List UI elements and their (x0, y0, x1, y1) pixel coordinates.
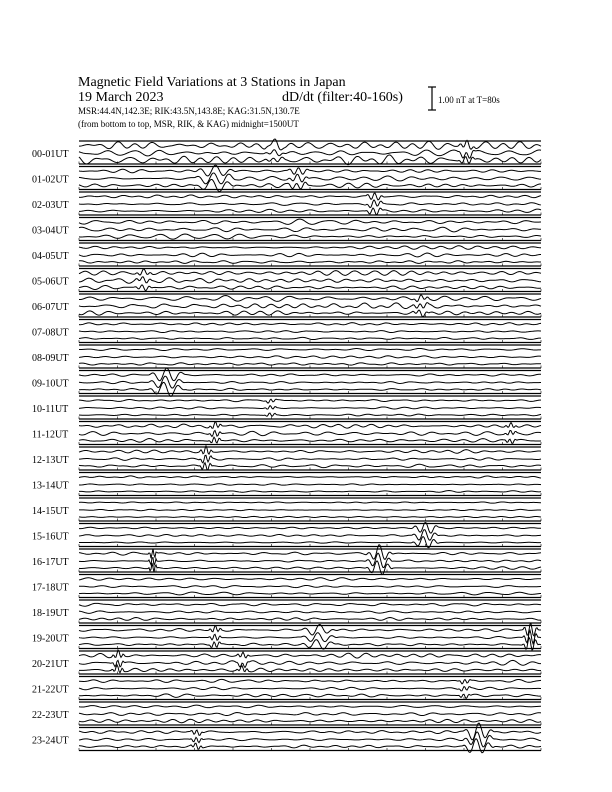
station-trace-KAG (79, 523, 541, 534)
hour-row (32, 498, 541, 521)
station-trace-RIK (79, 553, 541, 567)
station-trace-RIK (79, 406, 541, 410)
station-trace-RIK (79, 455, 541, 463)
station-trace-KAG (79, 219, 541, 224)
hour-row (32, 368, 541, 396)
station-trace-MSR (79, 719, 541, 722)
station-trace-RIK (79, 303, 541, 309)
row-label: 00-01UT (32, 149, 69, 160)
row-label: 20-21UT (32, 659, 69, 670)
station-trace-KAG (79, 476, 541, 478)
station-trace-RIK (79, 173, 541, 184)
station-trace-RIK (79, 253, 541, 257)
hour-row (32, 624, 541, 651)
hour-row (32, 294, 541, 317)
station-trace-RIK (79, 277, 541, 284)
row-label: 18-19UT (32, 608, 69, 619)
station-trace-KAG (79, 323, 541, 325)
hour-row (32, 723, 541, 753)
row-label: 13-14UT (32, 480, 69, 492)
hour-row (32, 218, 541, 241)
station-trace-RIK (79, 430, 541, 436)
hour-row (32, 677, 541, 700)
station-trace-RIK (79, 660, 541, 667)
station-trace-KAG (79, 422, 541, 429)
hour-row (32, 396, 541, 419)
station-trace-RIK (79, 484, 541, 485)
hour-row (32, 446, 541, 470)
chart-quantity: dD/dt (filter:40-160s) (282, 90, 403, 105)
row-label: 09-10UT (32, 378, 69, 390)
station-trace-KAG (79, 603, 541, 606)
hour-row (32, 165, 541, 191)
station-trace-KAG (79, 193, 541, 200)
row-label: 21-22UT (32, 684, 69, 696)
scale-bar (428, 87, 500, 110)
hour-row (32, 320, 541, 343)
row-label: 11-12UT (32, 429, 69, 441)
station-trace-KAG (79, 399, 541, 403)
station-trace-MSR (79, 261, 541, 264)
hour-rows (32, 139, 541, 753)
station-trace-KAG (79, 246, 541, 250)
hour-row (32, 269, 541, 292)
station-trace-MSR (79, 413, 541, 416)
hour-row (32, 575, 541, 598)
station-trace-RIK (79, 200, 541, 208)
row-label: 15-16UT (32, 531, 69, 543)
station-trace-MSR (79, 382, 541, 396)
station-order-note: (from bottom to top, MSR, RIK, & KAG) midnight=1500UT (78, 119, 299, 129)
station-trace-RIK (79, 530, 541, 541)
station-trace-MSR (79, 516, 541, 517)
station-trace-RIK (79, 585, 541, 587)
station-trace-KAG (79, 269, 541, 275)
station-trace-MSR (79, 618, 541, 621)
hour-row (32, 192, 541, 215)
scale-bar-label: 1.00 nT at T=80s (438, 95, 500, 105)
hour-row (32, 139, 541, 165)
hour-row (32, 523, 541, 548)
row-label: 03-04UT (32, 225, 69, 237)
row-label: 05-06UT (32, 276, 69, 288)
row-label: 07-08UT (32, 327, 69, 339)
row-label: 22-23UT (32, 710, 69, 721)
row-label: 17-18UT (32, 582, 69, 594)
row-label: 06-07UT (32, 302, 69, 313)
station-trace-KAG (79, 705, 541, 708)
station-trace-KAG (79, 348, 541, 350)
station-trace-KAG (79, 295, 541, 302)
station-trace-RIK (79, 376, 541, 388)
station-trace-RIK (79, 687, 541, 691)
hour-row (32, 545, 541, 575)
station-trace-RIK (79, 509, 541, 510)
row-label: 01-02UT (32, 174, 69, 186)
station-trace-KAG (79, 502, 541, 503)
hour-row (32, 702, 541, 725)
station-trace-RIK (79, 331, 541, 333)
station-trace-MSR (79, 337, 541, 339)
station-trace-MSR (79, 363, 541, 365)
hour-row (32, 345, 541, 368)
hour-row (32, 422, 541, 445)
hour-row (32, 650, 541, 674)
row-label: 19-20UT (32, 633, 69, 645)
chart-title: Magnetic Field Variations at 3 Stations in Japan (78, 75, 346, 90)
row-label: 16-17UT (32, 557, 69, 568)
station-trace-RIK (79, 611, 541, 613)
station-trace-MSR (79, 592, 541, 595)
station-trace-RIK (79, 150, 541, 158)
station-trace-RIK (79, 356, 541, 358)
row-label: 23-24UT (32, 735, 69, 747)
station-trace-RIK (79, 227, 541, 232)
row-label: 10-11UT (32, 404, 69, 415)
row-label: 04-05UT (32, 251, 69, 262)
row-label: 02-03UT (32, 200, 69, 211)
hour-row (32, 243, 541, 266)
row-label: 14-15UT (32, 506, 69, 517)
chart-date: 19 March 2023 (78, 90, 164, 105)
row-label: 08-09UT (32, 353, 69, 364)
hour-row (32, 473, 541, 496)
station-trace-RIK (79, 713, 541, 716)
station-trace-KAG (79, 679, 541, 684)
hour-row (32, 600, 541, 623)
station-trace-MSR (79, 491, 541, 493)
row-label: 12-13UT (32, 455, 69, 466)
station-trace-KAG (79, 578, 541, 581)
station-coordinates: MSR:44.4N,142.3E; RIK:43.5N,143.8E; KAG:31.5N,130.7E (78, 106, 300, 116)
